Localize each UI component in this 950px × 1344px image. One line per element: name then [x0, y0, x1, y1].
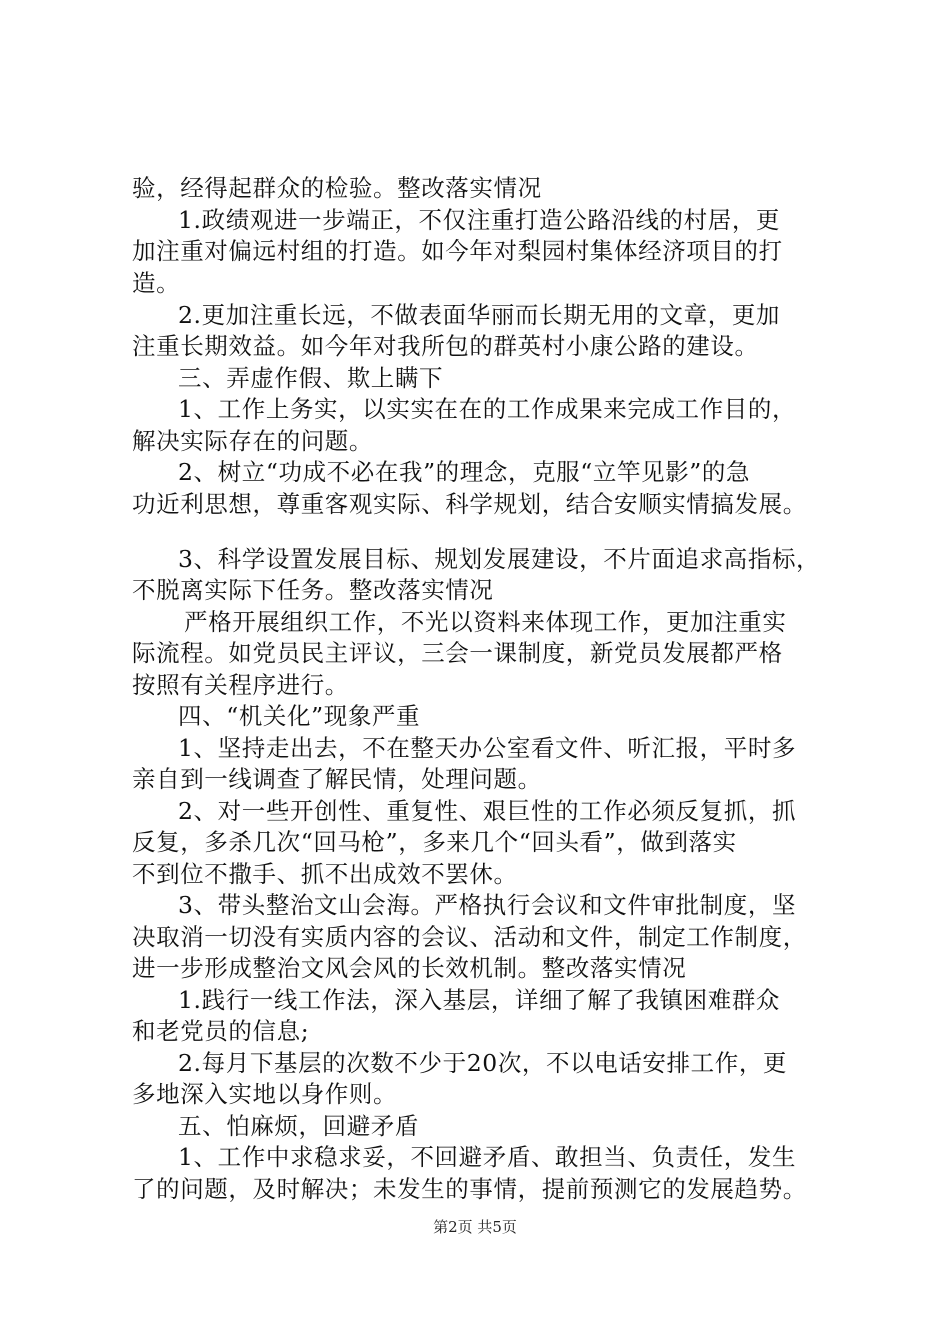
text-line: 2、对一些开创性、重复性、艰巨性的工作必须反复抓，抓: [178, 797, 797, 825]
text-line: 1、工作中求稳求妥，不回避矛盾、敢担当、负责任，发生: [178, 1143, 797, 1171]
section-heading: 三、弄虚作假、欺上瞒下: [178, 364, 444, 392]
text-line: 解决实际存在的问题。: [132, 427, 373, 455]
text-line: 1.践行一线工作法，深入基层，详细了解了我镇困难群众: [178, 986, 781, 1014]
text-line: 1、坚持走出去，不在整天办公室看文件、听汇报，平时多: [178, 734, 797, 762]
text-line: 3、带头整治文山会海。严格执行会议和文件审批制度，坚: [178, 891, 797, 919]
text-line: 2.每月下基层的次数不少于20次，不以电话安排工作，更: [178, 1049, 788, 1077]
section-heading: 五、怕麻烦，回避矛盾: [178, 1112, 419, 1140]
text-line: 不到位不撒手、抓不出成效不罢休。: [132, 860, 518, 888]
text-line: 按照有关程序进行。: [132, 671, 349, 699]
text-line: 了的问题，及时解决；未发生的事情，提前预测它的发展趋势。: [132, 1175, 807, 1203]
text-line: 2、树立“功成不必在我”的理念，克服“立竿见影”的急: [178, 458, 751, 486]
text-line: 进一步形成整治文风会风的长效机制。整改落实情况: [132, 954, 687, 982]
text-line: 亲自到一线调查了解民情，处理问题。: [132, 765, 542, 793]
text-line: 反复，多杀几次“回马枪”，多来几个“回头看”，做到落实: [132, 828, 737, 856]
text-line: 际流程。如党员民主评议，三会一课制度，新党员发展都严格: [132, 639, 783, 667]
text-line: 注重长期效益。如今年对我所包的群英村小康公路的建设。: [132, 332, 759, 360]
text-line: 加注重对偏远村组的打造。如今年对梨园村集体经济项目的打: [132, 237, 783, 265]
section-heading: 四、“机关化”现象严重: [178, 702, 421, 730]
text-line: 2.更加注重长远，不做表面华丽而长期无用的文章，更加: [178, 301, 781, 329]
text-line: 1.政绩观进一步端正，不仅注重打造公路沿线的村居，更: [178, 206, 781, 234]
text-line: 决取消一切没有实质内容的会议、活动和文件，制定工作制度，: [132, 923, 807, 951]
text-line: 和老党员的信息;: [132, 1017, 310, 1045]
text-line: 3、科学设置发展目标、规划发展建设，不片面追求高指标，: [178, 545, 821, 573]
text-line: 验，经得起群众的检验。整改落实情况: [132, 174, 542, 202]
text-line: 多地深入实地以身作则。: [132, 1080, 398, 1108]
text-line: 1、工作上务实，以实实在在的工作成果来完成工作目的，: [178, 395, 797, 423]
page-number: 第2页 共5页: [433, 1218, 517, 1236]
text-line: 严格开展组织工作，不光以资料来体现工作，更加注重实: [184, 608, 787, 636]
text-line: 功近利思想，尊重客观实际、科学规划，结合安顺实情搞发展。: [132, 490, 807, 518]
text-line: 不脱离实际下任务。整改落实情况: [132, 576, 494, 604]
text-line: 造。: [132, 269, 181, 297]
